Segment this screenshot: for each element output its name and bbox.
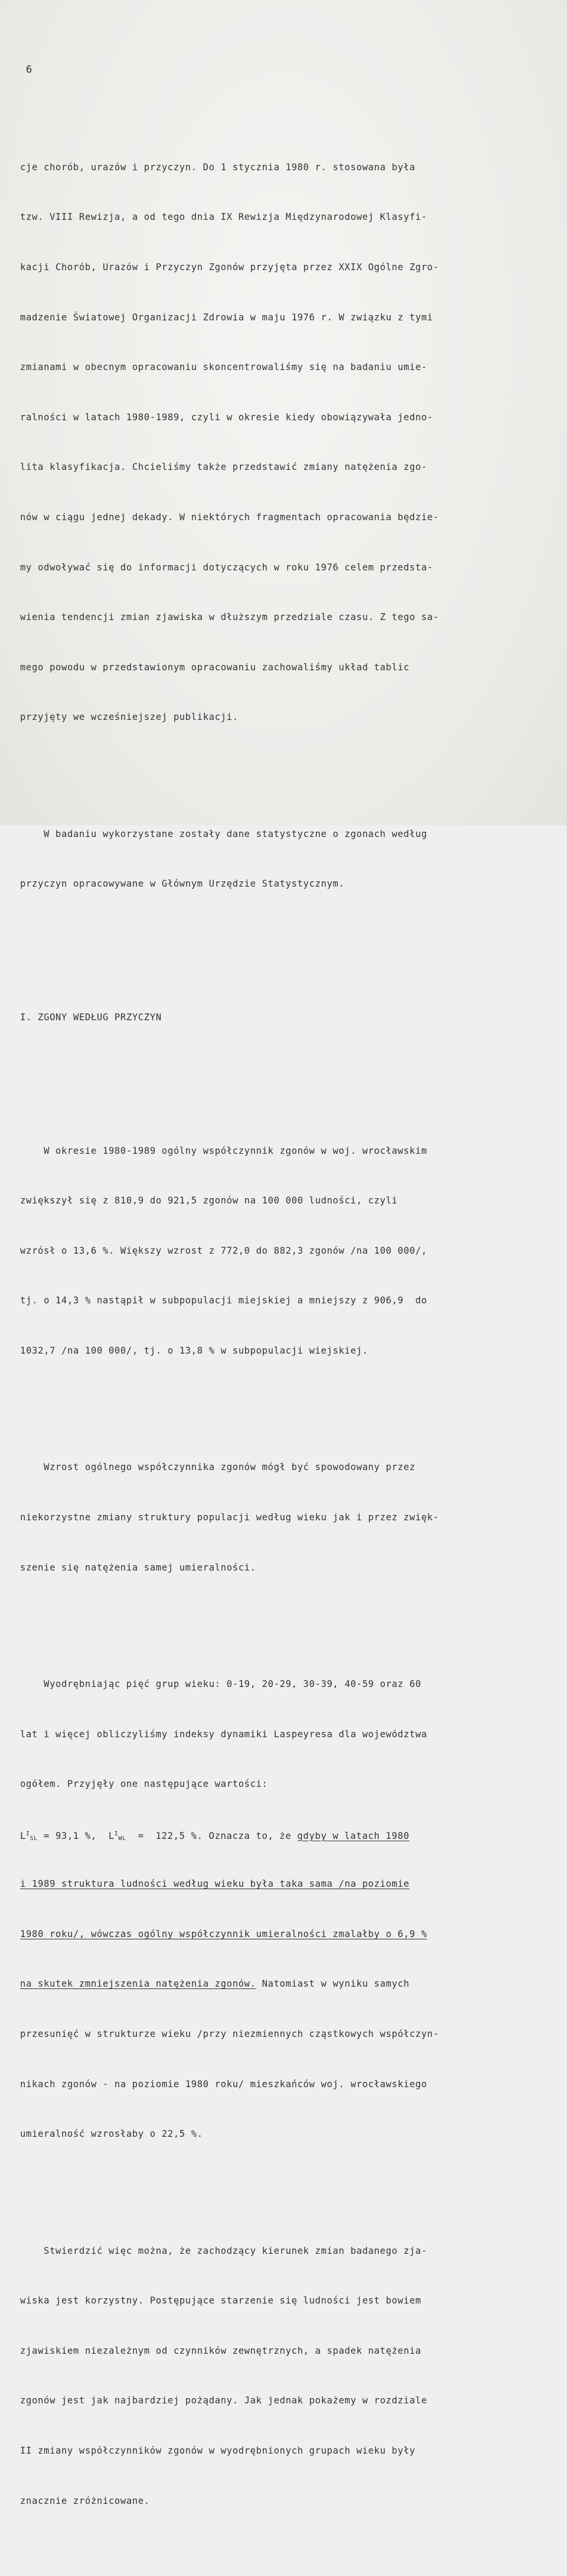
text-line: ogółem. Przyjęły one następujące wartości:: [20, 1779, 268, 1790]
formula-subscript: SL: [30, 1835, 38, 1842]
text-line: Wzrost ogólnego współczynnika zgonów mógł być spowodowany przez: [20, 1462, 416, 1473]
text-line: zjawiskiem niezależnym od czynników zewnętrznych, a spadek natężenia: [20, 2345, 422, 2356]
paragraph-intro: [20, 125, 552, 759]
underlined-text: gdyby w latach 1980: [297, 1830, 410, 1841]
text-line: my odwoływać się do informacji dotyczących w roku 1976 celem przedsta-: [20, 562, 434, 573]
text-line: niekorzystne zmiany struktury populacji według wieku jak i przez zwięk-: [20, 1511, 439, 1523]
text-fragment: Oznacza to, że: [208, 1830, 298, 1841]
text-line: tzw. VIII Rewizja, a od tego dnia IX Rewizja Międzynarodowej Klasyfi-: [20, 212, 428, 223]
formula-superscript: I: [26, 1830, 30, 1837]
text-line: kacji Chorób, Urazów i Przyczyn Zgonów przyjęta przez XXIX Ogólne Zgro-: [20, 262, 439, 272]
paragraph-mortality-rate: [20, 1109, 552, 1392]
text-line: nów w ciągu jednej dekady. W niektórych fragmentach opracowania będzie-: [20, 511, 439, 523]
text-line: nikach zgonów - na poziomie 1980 roku/ mieszkańców woj. wrocławskiego: [20, 2078, 428, 2090]
formula-value: = 122,5 %.: [126, 1830, 209, 1841]
text-line: ralności w latach 1980-1989, czyli w okresie kiedy obowiązywała jedno-: [20, 411, 434, 423]
spacer: [20, 959, 552, 975]
text-line: przyjęty we wcześniejszej publikacji.: [20, 712, 239, 723]
underlined-line: i 1989 struktura ludności według wieku była taka sama /na poziomie: [20, 1879, 410, 1890]
mixed-line: [20, 1975, 552, 1992]
text-line: Wyodrębniając pięć grup wieku: 0-19, 20-29, 30-39, 40-59 oraz 60: [20, 1678, 422, 1689]
text-line: zmianami w obecnym opracowaniu skoncentrowaliśmy się na badaniu umie-: [20, 362, 428, 373]
text-line: zwiększył się z 810,9 do 921,5 zgonów na 100 000 ludności, czyli: [20, 1195, 398, 1206]
text-line: Stwierdzić więc można, że zachodzący kierunek zmian badanego zja-: [20, 2245, 428, 2256]
text-line: wienia tendencji zmian zjawiska w dłuższym przedziale czasu. Z tego sa-: [20, 612, 439, 623]
text-line: 1032,7 /na 100 000/, tj. o 13,8 % w subpopulacji wiejskiej.: [20, 1345, 369, 1356]
underlined-line: 1980 roku/, wówczas ogólny współczynnik umieralności zmalałby o 6,9 %: [20, 1928, 428, 1939]
formula-subscript: WL: [118, 1835, 126, 1842]
text-line: W okresie 1980-1989 ogólny współczynnik zgonów w woj. wrocławskim: [20, 1145, 428, 1156]
page-number: 6: [26, 64, 32, 76]
text-line: wiska jest korzystny. Postępujące starzenie się ludności jest bowiem: [20, 2295, 422, 2306]
formula-symbol: L: [108, 1830, 115, 1841]
formula-superscript: I: [114, 1830, 119, 1837]
formula-value: = 93,1 %,: [37, 1830, 109, 1841]
text-line: przesunięć w strukturze wieku /przy niezmiennych cząstkowych współczyn-: [20, 2029, 439, 2040]
text-fragment: Natomiast w wyniku samych: [256, 1978, 410, 1990]
text-line: lita klasyfikacja. Chcieliśmy także przedstawić zmiany natężenia zgo-: [20, 462, 428, 473]
formula-symbol: L: [20, 1830, 26, 1841]
text-line: W badaniu wykorzystane zostały dane statystyczne o zgonach według: [20, 828, 428, 839]
text-line: madzenie Światowej Organizacji Zdrowia w maju 1976 r. W związku z tymi: [20, 312, 434, 323]
text-line: tj. o 14,3 % nastąpił w subpopulacji miejskiej a mniejszy z 906,9 do: [20, 1295, 428, 1306]
text-line: cje chorób, urazów i przyczyn. Do 1 stycznia 1980 r. stosowana była: [20, 161, 416, 173]
text-line: umieralność wzrosłaby o 22,5 %.: [20, 2129, 203, 2140]
underlined-text: na skutek zmniejszenia natężenia zgonów.: [20, 1978, 256, 1990]
spacer: [20, 1059, 552, 1076]
body-text: [20, 92, 552, 2576]
text-line: znacznie zróżnicowane.: [20, 2495, 150, 2506]
text-line: lat i więcej obliczyliśmy indeksy dynamiki Laspeyresa dla województwa: [20, 1728, 428, 1740]
formula-line: [20, 1826, 552, 1842]
paragraph-conclusion: [20, 2209, 552, 2542]
text-line: wzrósł o 13,6 %. Większy wzrost z 772,0 do 882,3 zgonów /na 100 000/,: [20, 1245, 428, 1256]
paragraph-data-source: [20, 792, 552, 926]
text-line: przyczyn opracowywane w Głównym Urzędzie Statystycznym.: [20, 878, 345, 890]
text-line: mego powodu w przedstawionym opracowaniu zachowaliśmy układ tablic: [20, 661, 410, 673]
text-line: II zmiany współczynników zgonów w wyodrębnionych grupach wieku były: [20, 2445, 416, 2457]
text-line: szenie się natężenia samej umieralności.: [20, 1562, 256, 1573]
paragraph-causes: [20, 1426, 552, 1609]
section-heading: I. ZGONY WEDŁUG PRZYCZYN: [20, 1011, 162, 1023]
paragraph-laspeyres: [20, 1643, 552, 2176]
text-line: zgonów jest jak najbardziej pożądany. Jak jednak pokażemy w rozdziale: [20, 2395, 428, 2406]
